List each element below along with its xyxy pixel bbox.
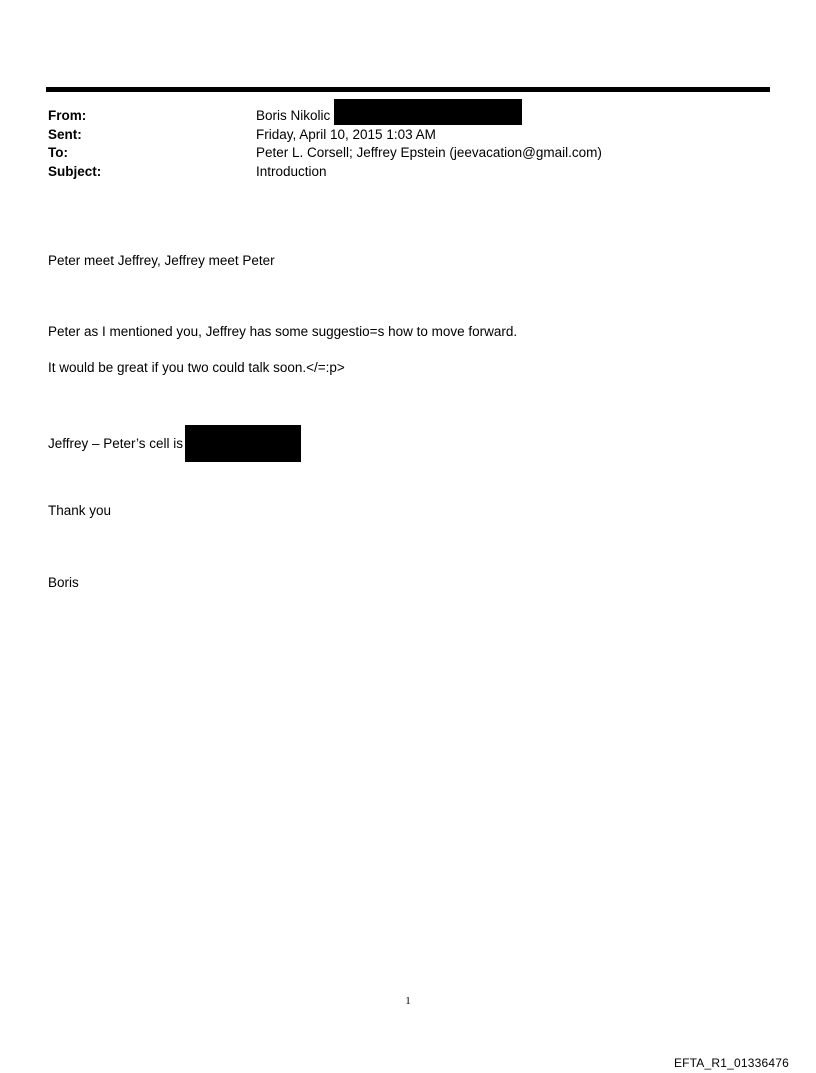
body-line-thanks: Thank you (48, 503, 112, 518)
sent-row (48, 126, 768, 145)
subject-label: Subject: (48, 163, 102, 179)
redaction-box-email (334, 99, 522, 125)
page-number: 1 (405, 995, 411, 1007)
bates-number: EFTA_R1_01336476 (673, 1056, 789, 1070)
body-line-mention: Peter as I mentioned you, Jeffrey has some suggestio=s how to move forward. (48, 324, 518, 339)
body-line-talk-soon: It would be great if you two could talk soon.</=:p> (48, 360, 345, 375)
from-value (256, 107, 522, 126)
email-header (48, 107, 768, 181)
cell-line-text: Jeffrey – Peter’s cell is (48, 436, 184, 451)
redaction-box-phone (185, 425, 301, 462)
body-line-greeting: Peter meet Jeffrey, Jeffrey meet Peter (48, 253, 275, 268)
from-name: Boris Nikolic (256, 108, 331, 123)
header-divider-rule (46, 87, 770, 92)
to-value: Peter L. Corsell; Jeffrey Epstein (jeevacation@gmail.com) (256, 145, 602, 160)
from-label: From: (48, 108, 87, 123)
to-label: To: (48, 145, 68, 160)
from-row (48, 107, 768, 126)
subject-value: Introduction (256, 163, 327, 179)
sent-label: Sent: (48, 126, 82, 142)
signature-name: Boris (48, 575, 79, 590)
to-row (48, 144, 768, 163)
body-line-cell (48, 425, 301, 462)
sent-value: Friday, April 10, 2015 1:03 AM (256, 126, 436, 142)
subject-row (48, 163, 768, 182)
